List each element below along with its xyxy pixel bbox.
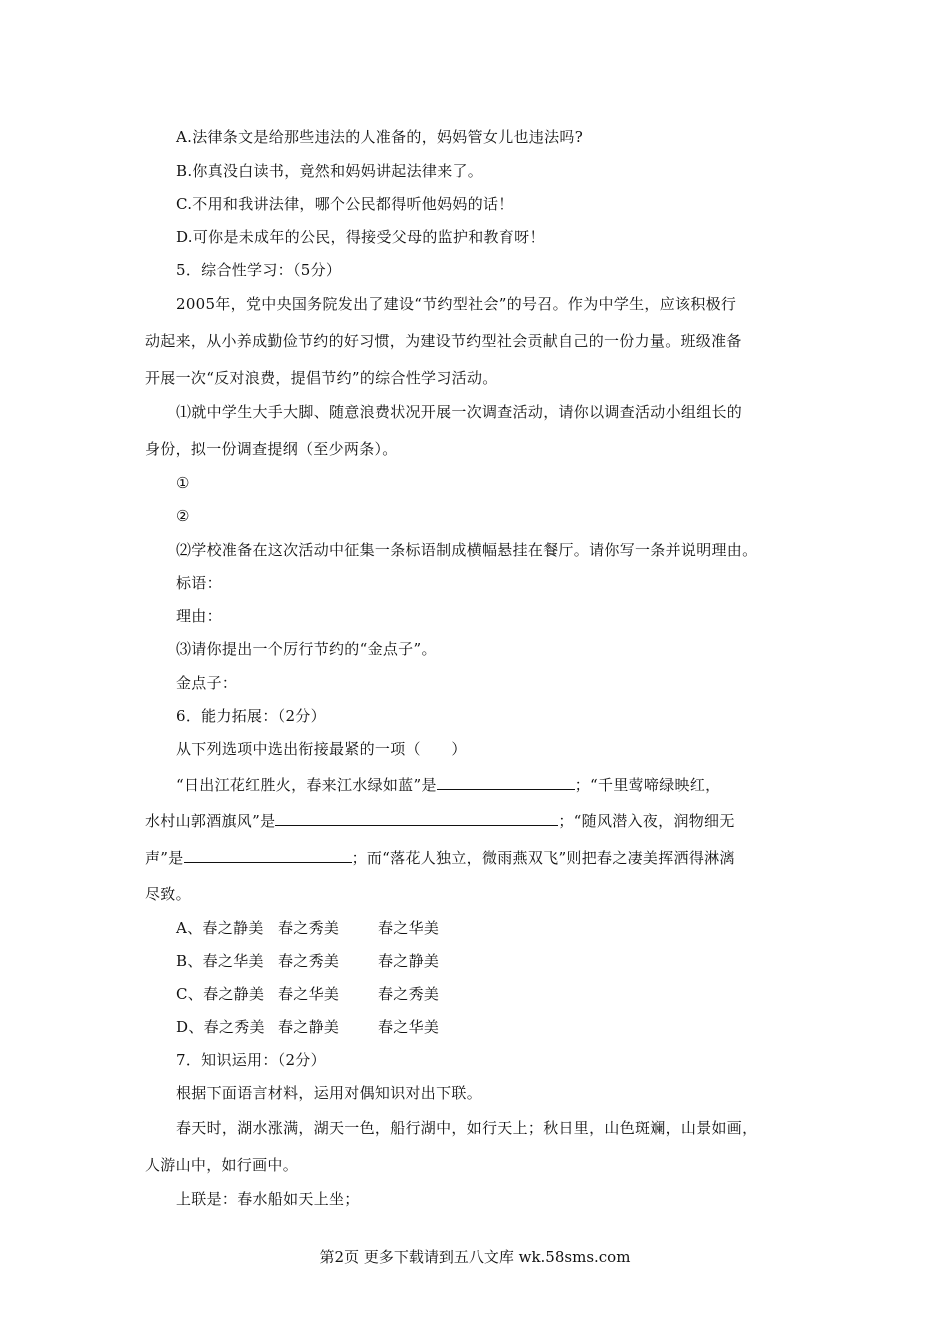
q7-prompt: 根据下面语言材料，运用对偶知识对出下联。	[176, 1084, 483, 1102]
q6-option-b-second: 春之秀美	[278, 952, 340, 970]
q4-option-a: A.法律条文是给那些违法的人准备的，妈妈管女儿也违法吗?	[176, 128, 584, 146]
q5-answer-1: ①	[176, 474, 190, 492]
q5-intro-line-3: 开展一次“反对浪费，提倡节约”的综合性学习活动。	[145, 369, 498, 387]
q6-passage-1b: ；“千里莺啼绿映红，	[574, 776, 721, 794]
q6-option-b-third: 春之静美	[378, 952, 440, 970]
q7-heading: 7．知识运用：（2分）	[176, 1051, 326, 1069]
fill-blank-3[interactable]	[184, 847, 352, 863]
q6-option-d-third: 春之华美	[378, 1018, 440, 1036]
q6-option-c-second: 春之华美	[278, 985, 340, 1003]
page-footer: 第2页 更多下载请到五八文库 wk.58sms.com	[319, 1248, 631, 1266]
q5-reason-label: 理由：	[176, 607, 222, 625]
q4-option-c: C.不用和我讲法律，哪个公民都得听他妈妈的话！	[176, 195, 514, 213]
fill-blank-2[interactable]	[275, 810, 558, 826]
q6-option-a-third: 春之华美	[378, 919, 440, 937]
q6-passage-1a: “日出江花红胜火，春来江水绿如蓝”是	[176, 776, 437, 794]
q6-option-d	[176, 1017, 439, 1037]
q5-sub2: ⑵学校准备在这次活动中征集一条标语制成横幅悬挂在餐厅。请你写一条并说明理由。	[176, 541, 758, 559]
q5-answer-2: ②	[176, 507, 190, 525]
q6-passage-line-2	[145, 810, 735, 831]
fill-blank-1[interactable]	[437, 774, 575, 790]
q5-sub1-line-2: 身份，拟一份调查提纲（至少两条）。	[145, 440, 398, 458]
q6-option-d-first: D、春之秀美	[176, 1018, 265, 1036]
q5-sub3: ⑶请你提出一个厉行节约的“金点子”。	[176, 640, 437, 658]
q6-option-c-first: C、春之静美	[176, 985, 265, 1003]
q6-option-a-second: 春之秀美	[278, 919, 340, 937]
q6-passage-2b: ；“随风潜入夜，润物细无	[558, 812, 735, 830]
q6-option-c	[176, 984, 439, 1004]
q7-material-line-2: 人游山中，如行画中。	[145, 1156, 299, 1174]
q6-option-d-second: 春之静美	[278, 1018, 340, 1036]
q6-prompt: 从下列选项中选出衔接最紧的一项（ ）	[176, 740, 467, 758]
q6-option-c-third: 春之秀美	[378, 985, 440, 1003]
q7-upper-couplet: 上联是：春水船如天上坐；	[176, 1190, 360, 1208]
q5-heading: 5．综合性学习：（5分）	[176, 261, 342, 279]
q6-passage-3b: ；而“落花人独立，微雨燕双飞”则把春之凄美挥洒得淋漓	[351, 849, 735, 867]
q6-passage-2a: 水村山郭酒旗风”是	[145, 812, 276, 830]
q6-option-b-first: B、春之华美	[176, 952, 264, 970]
q5-sub1-line-1: ⑴就中学生大手大脚、随意浪费状况开展一次调查活动，请你以调查活动小组组长的	[176, 403, 743, 421]
q5-idea-label: 金点子：	[176, 674, 238, 692]
q4-option-b: B.你真没白读书，竟然和妈妈讲起法律来了。	[176, 162, 484, 180]
q6-passage-3a: 声”是	[145, 849, 184, 867]
q6-option-b	[176, 951, 439, 971]
q6-passage-line-1	[176, 774, 720, 795]
q5-intro-line-2: 动起来，从小养成勤俭节约的好习惯，为建设节约型社会贡献自己的一份力量。班级准备	[145, 332, 742, 350]
q7-material-line-1: 春天时，湖水涨满，湖天一色，船行湖中，如行天上；秋日里，山色斑斓，山景如画，	[176, 1119, 758, 1137]
q6-passage-line-3	[145, 847, 735, 868]
q6-option-a	[176, 918, 439, 938]
q5-intro-line-1: 2005年，党中央国务院发出了建设“节约型社会”的号召。作为中学生，应该积极行	[176, 295, 737, 313]
q4-option-d: D.可你是未成年的公民，得接受父母的监护和教育呀！	[176, 228, 545, 246]
q5-slogan-label: 标语：	[176, 574, 222, 592]
q6-passage-line-4: 尽致。	[145, 885, 191, 903]
q6-heading: 6．能力拓展：（2分）	[176, 707, 326, 725]
q6-option-a-first: A、春之静美	[176, 919, 264, 937]
